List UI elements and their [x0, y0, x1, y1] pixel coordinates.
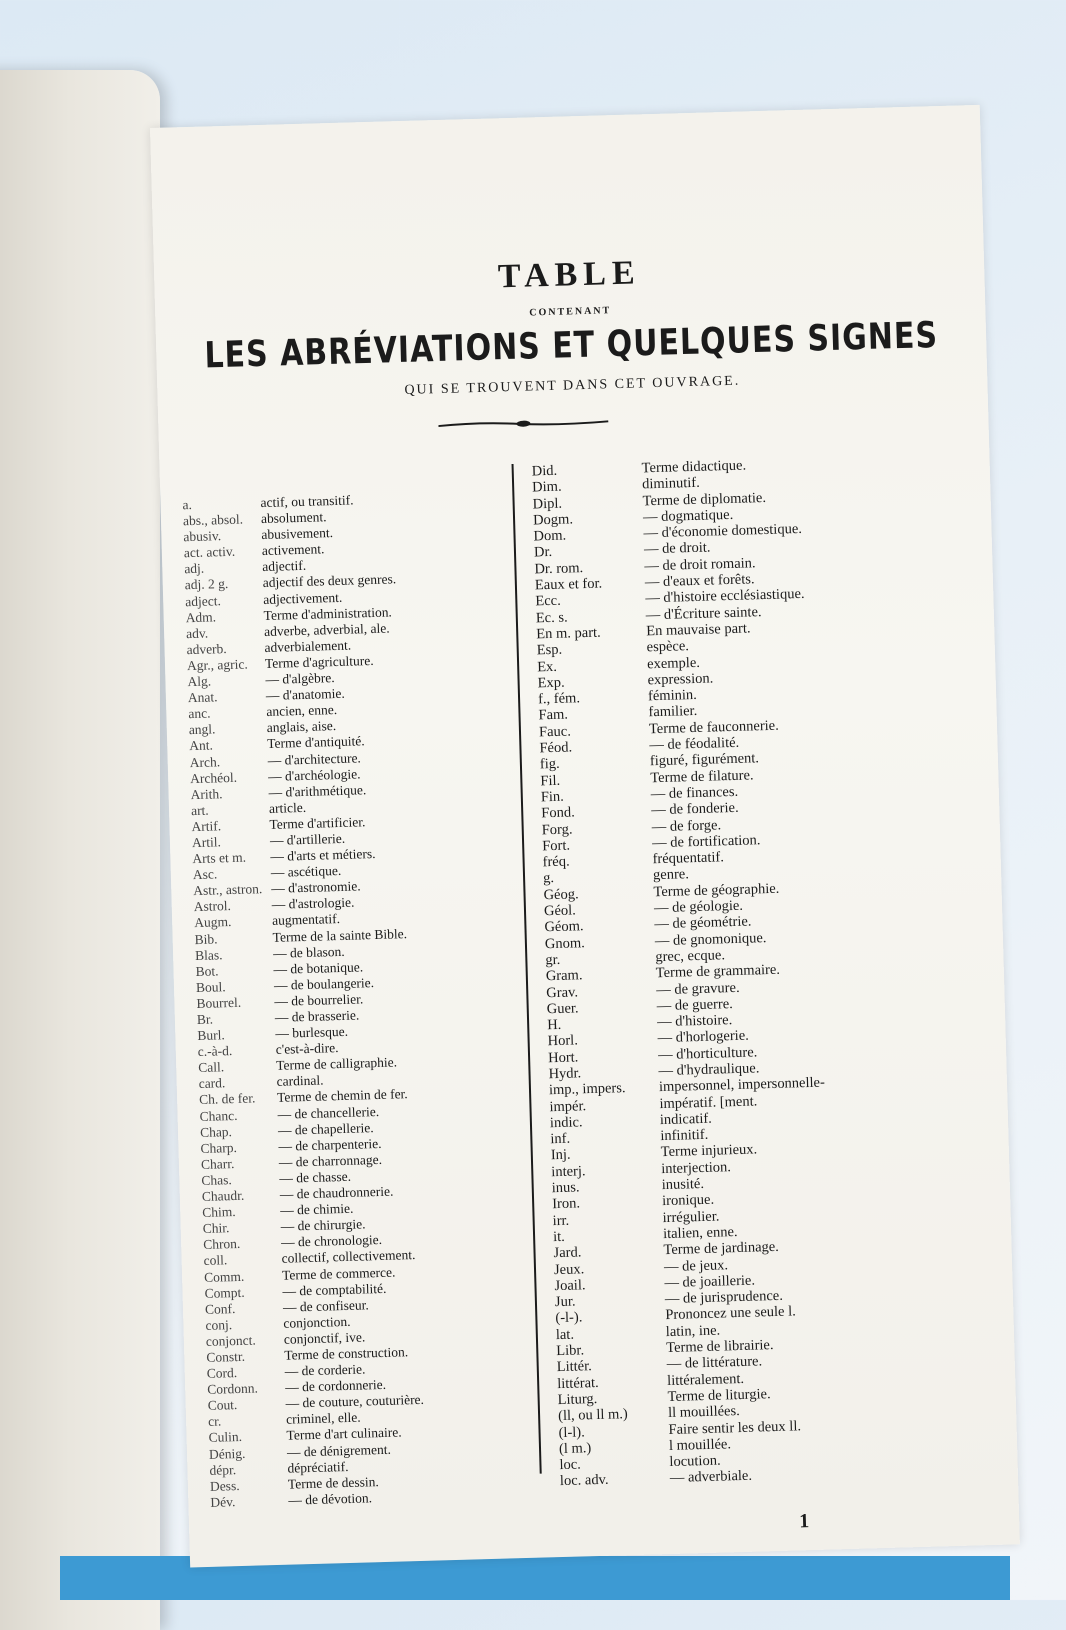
abbreviation: imp., impers.: [548, 1080, 626, 1099]
abbreviation-meaning: — de gnomonique.: [654, 929, 767, 949]
abbreviation-meaning: Terme de dessin.: [287, 1473, 379, 1492]
abbreviation: Chim.: [202, 1204, 236, 1221]
abbreviation-meaning: activement.: [261, 541, 325, 559]
abbreviation: (l-l).: [558, 1423, 585, 1441]
abbreviation: Fil.: [540, 772, 561, 789]
abbreviation-meaning: — de féodalité.: [649, 734, 740, 754]
abbreviation-meaning: interjection.: [661, 1158, 732, 1177]
abbreviation: Dénig.: [208, 1445, 246, 1462]
abbreviation: Dr. rom.: [534, 559, 584, 578]
abbreviation: Adm.: [185, 609, 217, 625]
abbreviation-meaning: indicatif.: [659, 1110, 713, 1129]
abbreviation: adj. 2 g.: [184, 576, 229, 593]
abbreviation: Ec. s.: [535, 609, 568, 627]
abbreviation: Bot.: [195, 963, 219, 979]
abbreviation-meaning: Terme de construction.: [284, 1344, 409, 1363]
abbreviation: Comm.: [203, 1268, 245, 1285]
abbreviation-meaning: conjonctif, ive.: [283, 1329, 366, 1347]
abbreviation-meaning: locution.: [669, 1452, 721, 1471]
abbreviation: (ll, ou ll m.): [557, 1406, 629, 1425]
abbreviation-meaning: — ascétique.: [270, 863, 342, 881]
abbreviation: indic.: [549, 1114, 583, 1132]
abbreviation: littérat.: [556, 1374, 599, 1392]
abbreviation-meaning: — de gravure.: [656, 979, 740, 998]
abbreviation-meaning: Terme didactique.: [641, 457, 747, 477]
abbreviation: irr.: [552, 1212, 570, 1229]
abbreviation: Libr.: [556, 1342, 585, 1360]
abbreviation-meaning: — d'architecture.: [267, 749, 362, 768]
abbreviation: Did.: [531, 462, 558, 480]
abbreviation-meaning: — d'anatomie.: [265, 685, 345, 704]
abbreviation-meaning: Terme de calligraphie.: [276, 1054, 398, 1074]
abbreviation-meaning: — de fortification.: [651, 832, 761, 852]
abbreviation: Ant.: [189, 737, 214, 754]
abbreviation-meaning: collectif, collectivement.: [281, 1247, 416, 1267]
abbreviation-meaning: ancien, enne.: [266, 702, 338, 720]
abbreviation-meaning: — de charronnage.: [278, 1151, 383, 1170]
abbreviation: Bourrel.: [196, 994, 242, 1011]
abbreviation: H.: [546, 1016, 562, 1034]
abbreviation: Chap.: [199, 1123, 233, 1140]
left-page-edge: [0, 70, 160, 1630]
abbreviation: Burl.: [197, 1027, 225, 1044]
abbreviation: abusiv.: [183, 528, 222, 545]
abbreviation: Dogm.: [532, 511, 574, 529]
abbreviation: Forg.: [541, 821, 573, 838]
abbreviation-meaning: diminutif.: [641, 475, 700, 493]
abbreviation-meaning: — burlesque.: [275, 1023, 349, 1041]
abbreviation-meaning: — d'économie domestique.: [643, 521, 803, 542]
page-heading: LES ABRÉVIATIONS ET QUELQUES SIGNES: [203, 314, 939, 378]
abbreviation: loc. adv.: [559, 1472, 609, 1490]
abbreviation-meaning: — d'arts et métiers.: [270, 846, 376, 864]
abbreviation: Cordonn.: [207, 1380, 259, 1398]
abbreviation-meaning: ll mouillées.: [667, 1403, 740, 1422]
abbreviation-meaning: actif, ou transitif.: [260, 492, 354, 511]
abbreviation-meaning: Terme de chemin de fer.: [276, 1086, 408, 1106]
abbreviation-meaning: inusité.: [661, 1176, 705, 1194]
abbreviation-meaning: — d'horticulture.: [657, 1044, 758, 1063]
abbreviation-meaning: — de chimie.: [280, 1200, 354, 1218]
abbreviation-meaning: — d'eaux et forêts.: [644, 571, 755, 591]
abbreviation: Ch. de fer.: [198, 1090, 256, 1108]
abbreviation-meaning: — de blason.: [272, 943, 345, 961]
abbreviation: Chaudr.: [201, 1187, 245, 1204]
abbreviation-meaning: — de guerre.: [656, 995, 733, 1014]
abbreviation: Blas.: [194, 946, 223, 963]
abbreviation-meaning: — de comptabilité.: [282, 1280, 387, 1299]
abbreviation-meaning: — de botanique.: [273, 959, 364, 977]
abbreviation-meaning: augmentatif.: [271, 911, 341, 929]
abbreviation-meaning: — de chancellerie.: [277, 1103, 380, 1122]
abbreviation-meaning: anglais, aise.: [266, 718, 337, 736]
abbreviation: Conf.: [204, 1300, 236, 1317]
abbreviation: Anat.: [187, 689, 218, 706]
book-page: [150, 105, 1020, 1568]
abbreviation-meaning: littéralement.: [666, 1370, 745, 1389]
abbreviation: lat.: [555, 1326, 575, 1343]
abbreviation: Fond.: [541, 804, 575, 822]
abbreviation: Call.: [198, 1059, 225, 1076]
abbreviation-meaning: — de chapellerie.: [277, 1119, 374, 1138]
abbreviation: Dipl.: [532, 495, 563, 513]
abbreviation: Exp.: [537, 674, 565, 692]
abbreviation: gr.: [545, 951, 561, 969]
abbreviation-meaning: — de charpenterie.: [278, 1135, 382, 1154]
abbreviation-meaning: Terme d'agriculture.: [264, 652, 374, 671]
abbreviation-meaning: — de jurisprudence.: [664, 1287, 784, 1308]
abbreviation-meaning: — de finances.: [650, 783, 739, 803]
abbreviation: Grav.: [546, 983, 579, 1001]
abbreviation: Dess.: [209, 1477, 240, 1494]
abbreviation: En m. part.: [536, 624, 601, 643]
abbreviation: Hort.: [547, 1049, 579, 1066]
abbreviation: Alg.: [187, 673, 212, 690]
abbreviation: Culin.: [208, 1429, 243, 1446]
abbreviation-meaning: cardinal.: [276, 1072, 324, 1090]
abbreviation: inus.: [551, 1179, 580, 1197]
abbreviation: Chas.: [201, 1172, 232, 1188]
abbreviation-meaning: adjectif des deux genres.: [262, 571, 397, 591]
abbreviation: fréq.: [542, 853, 570, 871]
abbreviation-meaning: — de littérature.: [666, 1353, 763, 1373]
abbreviation-meaning: l mouillée.: [668, 1436, 732, 1454]
abbreviation-meaning: — de couture, couturière.: [285, 1392, 425, 1411]
abbreviation: Arts et m.: [192, 849, 247, 867]
abbreviation-meaning: Terme de géographie.: [653, 880, 780, 900]
abbreviation-meaning: exemple.: [646, 654, 701, 672]
abbreviation-meaning: — d'arithmétique.: [268, 781, 367, 800]
abbreviation-meaning: abusivement.: [261, 525, 334, 543]
abbreviation: Fam.: [538, 707, 569, 724]
abbreviation: (l m.): [558, 1440, 592, 1457]
abbreviation: Dom.: [533, 527, 567, 545]
abbreviation: coll.: [203, 1252, 228, 1269]
abbreviation: Fin.: [540, 788, 565, 806]
abbreviation-meaning: — de cordonnerie.: [285, 1377, 387, 1395]
ornament-rule: [438, 417, 608, 430]
abbreviation: Asc.: [192, 866, 218, 883]
abbreviation-meaning: conjonction.: [283, 1313, 351, 1331]
abbreviation-meaning: Terme d'art culinaire.: [286, 1424, 402, 1444]
abbreviation-meaning: criminel, elle.: [285, 1409, 361, 1428]
page-subtitle: QUI SE TROUVENT DANS CET OUVRAGE.: [404, 373, 741, 398]
abbreviation-column-left: [182, 489, 520, 1511]
abbreviation-meaning: Terme de liturgie.: [667, 1386, 771, 1405]
abbreviation: angl.: [188, 721, 216, 738]
abbreviation: Augm.: [194, 914, 232, 931]
abbreviation-meaning: — d'histoire ecclésiastique.: [645, 586, 805, 607]
abbreviation: it.: [552, 1228, 566, 1246]
abbreviation-meaning: impersonnel, impersonnelle-: [658, 1074, 826, 1096]
abbreviation: dépr.: [209, 1461, 237, 1478]
abbreviation: Ecc.: [535, 593, 561, 610]
abbreviation-meaning: — d'astronomie.: [271, 878, 361, 897]
abbreviation: adject.: [185, 592, 222, 609]
abbreviation: art.: [190, 802, 209, 818]
abbreviation: Iron.: [551, 1195, 581, 1213]
abbreviation: Cout.: [207, 1397, 238, 1414]
abbreviation-meaning: dépréciatif.: [287, 1458, 349, 1476]
abbreviation-meaning: impératif. [ment.: [659, 1093, 758, 1112]
abbreviation-meaning: latin, ine.: [665, 1322, 721, 1340]
abbreviation: conj.: [205, 1316, 233, 1333]
abbreviation: g.: [542, 870, 555, 887]
abbreviation-meaning: — d'horlogerie.: [657, 1028, 750, 1047]
abbreviation-meaning: — de jeux.: [663, 1256, 729, 1275]
abbreviation: Artil.: [191, 834, 222, 851]
abbreviation: Bib.: [194, 930, 218, 947]
abbreviation-meaning: — de chasse.: [279, 1168, 352, 1186]
abbreviation: Chanc.: [199, 1107, 238, 1124]
abbreviation: Br.: [196, 1011, 214, 1028]
abbreviation-meaning: ironique.: [661, 1192, 715, 1210]
abbreviation-meaning: Terme de la sainte Bible.: [272, 925, 408, 945]
abbreviation: Arith.: [190, 785, 223, 802]
abbreviation: Chron.: [202, 1236, 241, 1253]
abbreviation-meaning: — de droit romain.: [644, 555, 756, 575]
abbreviation-meaning: — d'Écriture sainte.: [645, 603, 762, 624]
abbreviation: impér.: [549, 1097, 587, 1115]
abbreviation: adj.: [184, 561, 205, 577]
abbreviation-meaning: — de chaudronnerie.: [279, 1183, 394, 1202]
abbreviation: a.: [182, 496, 193, 513]
abbreviation-meaning: Terme de librairie.: [666, 1337, 774, 1357]
abbreviation: Fauc.: [538, 723, 572, 741]
abbreviation: Archéol.: [189, 769, 238, 786]
abbreviation: Esp.: [536, 641, 563, 659]
abbreviation-meaning: italien, enne.: [662, 1223, 738, 1243]
abbreviation: Artif.: [191, 818, 222, 834]
abbreviation-meaning: Terme de fauconnerie.: [648, 717, 779, 738]
abbreviation: Charr.: [200, 1155, 235, 1172]
abbreviation-meaning: — de dénigrement.: [286, 1441, 392, 1460]
abbreviation: adverb.: [186, 640, 227, 658]
abbreviation-meaning: — de fonderie.: [651, 800, 739, 819]
abbreviation: card.: [198, 1075, 226, 1092]
abbreviation: Constr.: [206, 1348, 246, 1365]
abbreviation-meaning: familier.: [648, 703, 698, 721]
abbreviation: Guer.: [546, 1000, 579, 1018]
abbreviation-meaning: — de chronologie.: [280, 1232, 383, 1251]
abbreviation-meaning: Terme de diplomatie.: [642, 489, 767, 509]
abbreviation-meaning: adjectivement.: [262, 589, 343, 607]
abbreviation-meaning: — de dévotion.: [288, 1490, 373, 1508]
abbreviation: inf.: [550, 1130, 571, 1148]
abbreviation-meaning: infinitif.: [660, 1126, 709, 1145]
abbreviation: Compt.: [204, 1284, 245, 1301]
abbreviation: f., fém.: [537, 690, 581, 708]
abbreviation: Féod.: [539, 739, 573, 757]
abbreviation: conjonct.: [205, 1332, 256, 1349]
abbreviation-meaning: Prononcez une seule l.: [665, 1303, 796, 1324]
abbreviation: Géom.: [544, 918, 584, 936]
abbreviation: Cord.: [206, 1365, 238, 1381]
abbreviation: (-l-).: [555, 1309, 583, 1327]
abbreviation-meaning: genre.: [652, 866, 690, 884]
abbreviation-meaning: expression.: [647, 670, 714, 689]
abbreviation-meaning: article.: [268, 799, 307, 816]
abbreviation: Ex.: [536, 658, 558, 675]
abbreviation-meaning: adverbialement.: [264, 637, 352, 655]
abbreviation-meaning: espèce.: [646, 638, 690, 656]
abbreviation-meaning: — de confiseur.: [282, 1297, 370, 1315]
abbreviation-meaning: — de géologie.: [653, 897, 744, 917]
page-title: TABLE: [497, 254, 642, 296]
abbreviation: Arch.: [189, 753, 221, 770]
abbreviation-meaning: Faire sentir les deux ll.: [668, 1417, 802, 1438]
abbreviation-meaning: féminin.: [647, 687, 698, 705]
abbreviation-meaning: Terme de jardinage.: [663, 1239, 780, 1259]
abbreviation: c.-à-d.: [197, 1043, 233, 1060]
abbreviation: Géog.: [543, 886, 579, 904]
abbreviation-meaning: Terme d'antiquité.: [267, 733, 365, 752]
abbreviation: Jeux.: [553, 1260, 585, 1278]
abbreviation-meaning: — de joaillerie.: [664, 1272, 756, 1291]
abbreviation: Géol.: [543, 902, 577, 920]
abbreviation-meaning: — d'histoire.: [656, 1012, 733, 1031]
page-number: 1: [798, 1510, 810, 1533]
abbreviation-meaning: En mauvaise part.: [646, 620, 751, 640]
abbreviation: cr.: [207, 1413, 222, 1430]
abbreviation: Dim.: [531, 478, 562, 496]
abbreviation-meaning: — d'astrologie.: [271, 894, 355, 913]
abbreviation: Astr., astron.: [193, 881, 263, 899]
abbreviation-meaning: — de chirurgie.: [280, 1216, 366, 1234]
abbreviation-meaning: Terme de filature.: [650, 767, 754, 786]
abbreviation: Jur.: [554, 1293, 576, 1311]
abbreviation: Fort.: [541, 837, 571, 855]
abbreviation: Gnom.: [544, 934, 586, 952]
abbreviation: Boul.: [195, 979, 226, 995]
abbreviation-meaning: Terme d'artificier.: [269, 814, 366, 832]
abbreviation-meaning: — de droit.: [643, 540, 711, 558]
abbreviation: Inj.: [550, 1147, 571, 1164]
abbreviation-meaning: — de brasserie.: [274, 1007, 360, 1025]
abbreviation: abs., absol.: [182, 511, 244, 529]
abbreviation: Hydr.: [548, 1065, 582, 1083]
abbreviation: Charp.: [200, 1139, 238, 1156]
abbreviation: loc.: [559, 1456, 582, 1474]
abbreviation-column-right: [532, 454, 891, 1490]
abbreviation-meaning: — d'algèbre.: [265, 670, 335, 688]
abbreviation-meaning: — de corderie.: [284, 1361, 366, 1379]
abbreviation: Agr., agric.: [186, 656, 248, 674]
abbreviation-meaning: — de bourrelier.: [274, 991, 364, 1009]
abbreviation: fig.: [539, 756, 560, 773]
abbreviation-meaning: — d'hydraulique.: [658, 1060, 760, 1080]
abbreviation-meaning: c'est-à-dire.: [275, 1040, 339, 1058]
abbreviation: adv.: [185, 625, 209, 641]
abbreviation-meaning: — de géométrie.: [654, 913, 752, 933]
abbreviation: Astrol.: [193, 898, 232, 915]
abbreviation-meaning: — de forge.: [651, 816, 722, 835]
abbreviation-meaning: irrégulier.: [662, 1208, 720, 1226]
abbreviation-meaning: fréquentatif.: [652, 849, 725, 868]
abbreviation: Horl.: [547, 1032, 579, 1050]
abbreviation: Jard.: [553, 1244, 582, 1262]
abbreviation: Joail.: [554, 1277, 586, 1294]
title-contenant: CONTENANT: [529, 305, 612, 319]
abbreviation-meaning: grec, ecque.: [655, 947, 726, 966]
abbreviation: Dév.: [210, 1493, 236, 1510]
abbreviation: Gram.: [545, 967, 583, 985]
abbreviation-meaning: absolument.: [260, 509, 327, 527]
abbreviation: Liturg.: [557, 1390, 598, 1409]
abbreviation-meaning: adverbe, adverbial, ale.: [263, 620, 390, 639]
abbreviation-meaning: — adverbiale.: [669, 1468, 753, 1487]
abbreviation-meaning: — de boulangerie.: [273, 974, 375, 993]
abbreviation: interj.: [551, 1163, 586, 1180]
abbreviation-meaning: Terme d'administration.: [263, 604, 393, 623]
abbreviation: Littér.: [556, 1358, 593, 1376]
abbreviation-meaning: — dogmatique.: [642, 506, 734, 526]
abbreviation-meaning: Terme de commerce.: [281, 1264, 396, 1283]
abbreviation-meaning: — d'archéologie.: [267, 765, 361, 784]
abbreviation: anc.: [188, 705, 211, 722]
abbreviation-meaning: Terme injurieux.: [660, 1141, 758, 1161]
abbreviation: Dr.: [533, 544, 553, 561]
abbreviation: Eaux et for.: [534, 575, 603, 594]
abbreviation: act. activ.: [183, 544, 236, 561]
abbreviation-meaning: Terme de grammaire.: [655, 961, 781, 982]
abbreviation: Chir.: [202, 1220, 230, 1237]
abbreviation-meaning: — d'artillerie.: [269, 830, 346, 848]
abbreviation-meaning: figuré, figurément.: [649, 750, 760, 770]
abbreviation-meaning: adjectif.: [262, 558, 307, 575]
